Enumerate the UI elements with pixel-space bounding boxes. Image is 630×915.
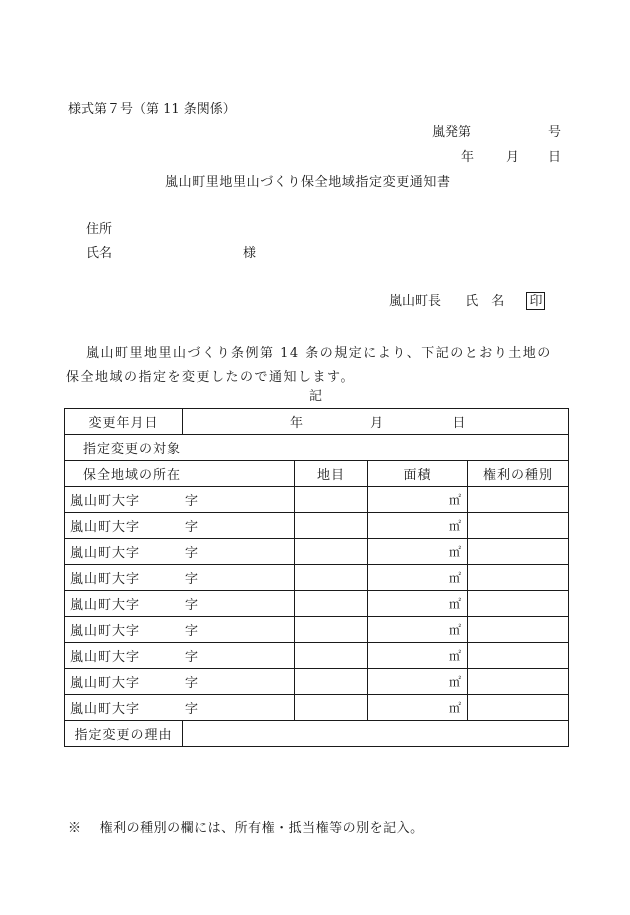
land-row (65, 487, 569, 513)
area-unit-label: ㎡ (448, 519, 462, 533)
area-unit-label: ㎡ (448, 571, 462, 585)
land-area-cell (368, 643, 468, 669)
land-location-cell (65, 669, 295, 695)
document-title: 嵐山町里地里山づくり保全地域指定変更通知書 (165, 175, 451, 190)
land-type-cell (295, 565, 368, 591)
land-row (65, 513, 569, 539)
change-date-value (183, 409, 569, 435)
document-number-prefix: 嵐発第 (432, 125, 472, 140)
right-type-cell (468, 591, 569, 617)
land-location-cell (65, 487, 295, 513)
sender-block (389, 292, 545, 310)
land-area-cell (368, 617, 468, 643)
land-town-label: 嵐山町大字 (70, 546, 141, 561)
name-label: 氏名 (86, 246, 113, 261)
area-unit-label: ㎡ (448, 701, 462, 715)
form-number: 様式第７号（第 11 条関係） (68, 102, 236, 117)
land-area-cell (368, 669, 468, 695)
area-unit-label: ㎡ (448, 649, 462, 663)
land-aza-label: 字 (185, 650, 200, 665)
date-day: 日 (548, 150, 562, 165)
honorific-sama: 様 (243, 246, 257, 261)
land-type-cell (295, 539, 368, 565)
land-aza-label: 字 (185, 598, 200, 613)
area-unit-label: ㎡ (448, 623, 462, 637)
col-header-land-type: 地目 (295, 461, 368, 487)
area-unit-label: ㎡ (448, 597, 462, 611)
land-town-label: 嵐山町大字 (70, 624, 141, 639)
land-area-cell (368, 565, 468, 591)
right-type-cell (468, 617, 569, 643)
land-town-label: 嵐山町大字 (70, 702, 141, 717)
land-aza-label: 字 (185, 572, 200, 587)
land-aza-label: 字 (185, 520, 200, 535)
designation-change-table (64, 408, 569, 747)
area-unit-label: ㎡ (448, 545, 462, 559)
address-label: 住所 (86, 222, 113, 237)
sender-title: 嵐山町長 (389, 294, 442, 309)
right-type-cell (468, 487, 569, 513)
land-area-cell (368, 695, 468, 721)
date-month: 月 (506, 150, 520, 165)
land-row (65, 591, 569, 617)
land-rows (65, 487, 569, 721)
land-location-cell (65, 643, 295, 669)
right-type-cell (468, 565, 569, 591)
right-type-cell (468, 513, 569, 539)
land-location-cell (65, 695, 295, 721)
land-aza-label: 字 (185, 494, 200, 509)
land-location-cell (65, 513, 295, 539)
land-location-cell (65, 565, 295, 591)
document-number-suffix: 号 (548, 125, 562, 140)
date-year: 年 (461, 150, 475, 165)
target-label: 指定変更の対象 (65, 435, 569, 461)
land-aza-label: 字 (185, 676, 200, 691)
land-type-cell (295, 487, 368, 513)
land-area-cell (368, 539, 468, 565)
target-heading-row (65, 435, 569, 461)
area-unit-label: ㎡ (448, 493, 462, 507)
notice-body-text: 嵐山町里地里山づくり条例第 14 条の規定により、下記のとおり土地の保全地域の指定を変更したので通知します。 (66, 346, 552, 385)
land-town-label: 嵐山町大字 (70, 572, 141, 587)
land-town-label: 嵐山町大字 (70, 598, 141, 613)
land-type-cell (295, 643, 368, 669)
area-unit-label: ㎡ (448, 675, 462, 689)
land-location-cell (65, 539, 295, 565)
change-date-month: 月 (370, 416, 385, 431)
land-row (65, 539, 569, 565)
land-area-cell (368, 591, 468, 617)
sender-name-label: 氏 名 (465, 294, 505, 309)
land-area-cell (368, 513, 468, 539)
change-date-label: 変更年月日 (65, 409, 183, 435)
land-location-cell (65, 591, 295, 617)
land-aza-label: 字 (185, 624, 200, 639)
land-aza-label: 字 (185, 702, 200, 717)
land-row (65, 669, 569, 695)
right-type-cell (468, 643, 569, 669)
col-header-right-type: 権利の種別 (468, 461, 569, 487)
land-type-cell (295, 513, 368, 539)
land-town-label: 嵐山町大字 (70, 676, 141, 691)
right-type-cell (468, 695, 569, 721)
land-row (65, 617, 569, 643)
col-header-area: 面積 (368, 461, 468, 487)
right-type-cell (468, 669, 569, 695)
reason-row (65, 721, 569, 747)
land-type-cell (295, 669, 368, 695)
ki-heading: 記 (309, 389, 323, 404)
land-row (65, 565, 569, 591)
land-town-label: 嵐山町大字 (70, 650, 141, 665)
change-date-row (65, 409, 569, 435)
change-date-year: 年 (290, 416, 305, 431)
land-type-cell (295, 695, 368, 721)
change-date-day: 日 (452, 416, 467, 431)
land-area-cell (368, 487, 468, 513)
land-town-label: 嵐山町大字 (70, 494, 141, 509)
land-location-cell (65, 617, 295, 643)
reason-label: 指定変更の理由 (65, 721, 183, 747)
footnote: ※ 権利の種別の欄には、所有権・抵当権等の別を記入。 (68, 821, 424, 836)
col-header-location: 保全地域の所在 (65, 461, 295, 487)
land-row (65, 643, 569, 669)
land-type-cell (295, 617, 368, 643)
reason-value (183, 721, 569, 747)
land-row (65, 695, 569, 721)
land-aza-label: 字 (185, 546, 200, 561)
column-header-row (65, 461, 569, 487)
right-type-cell (468, 539, 569, 565)
document-number (432, 126, 471, 139)
land-town-label: 嵐山町大字 (70, 520, 141, 535)
seal-stamp-box: 印 (526, 292, 545, 310)
land-type-cell (295, 591, 368, 617)
